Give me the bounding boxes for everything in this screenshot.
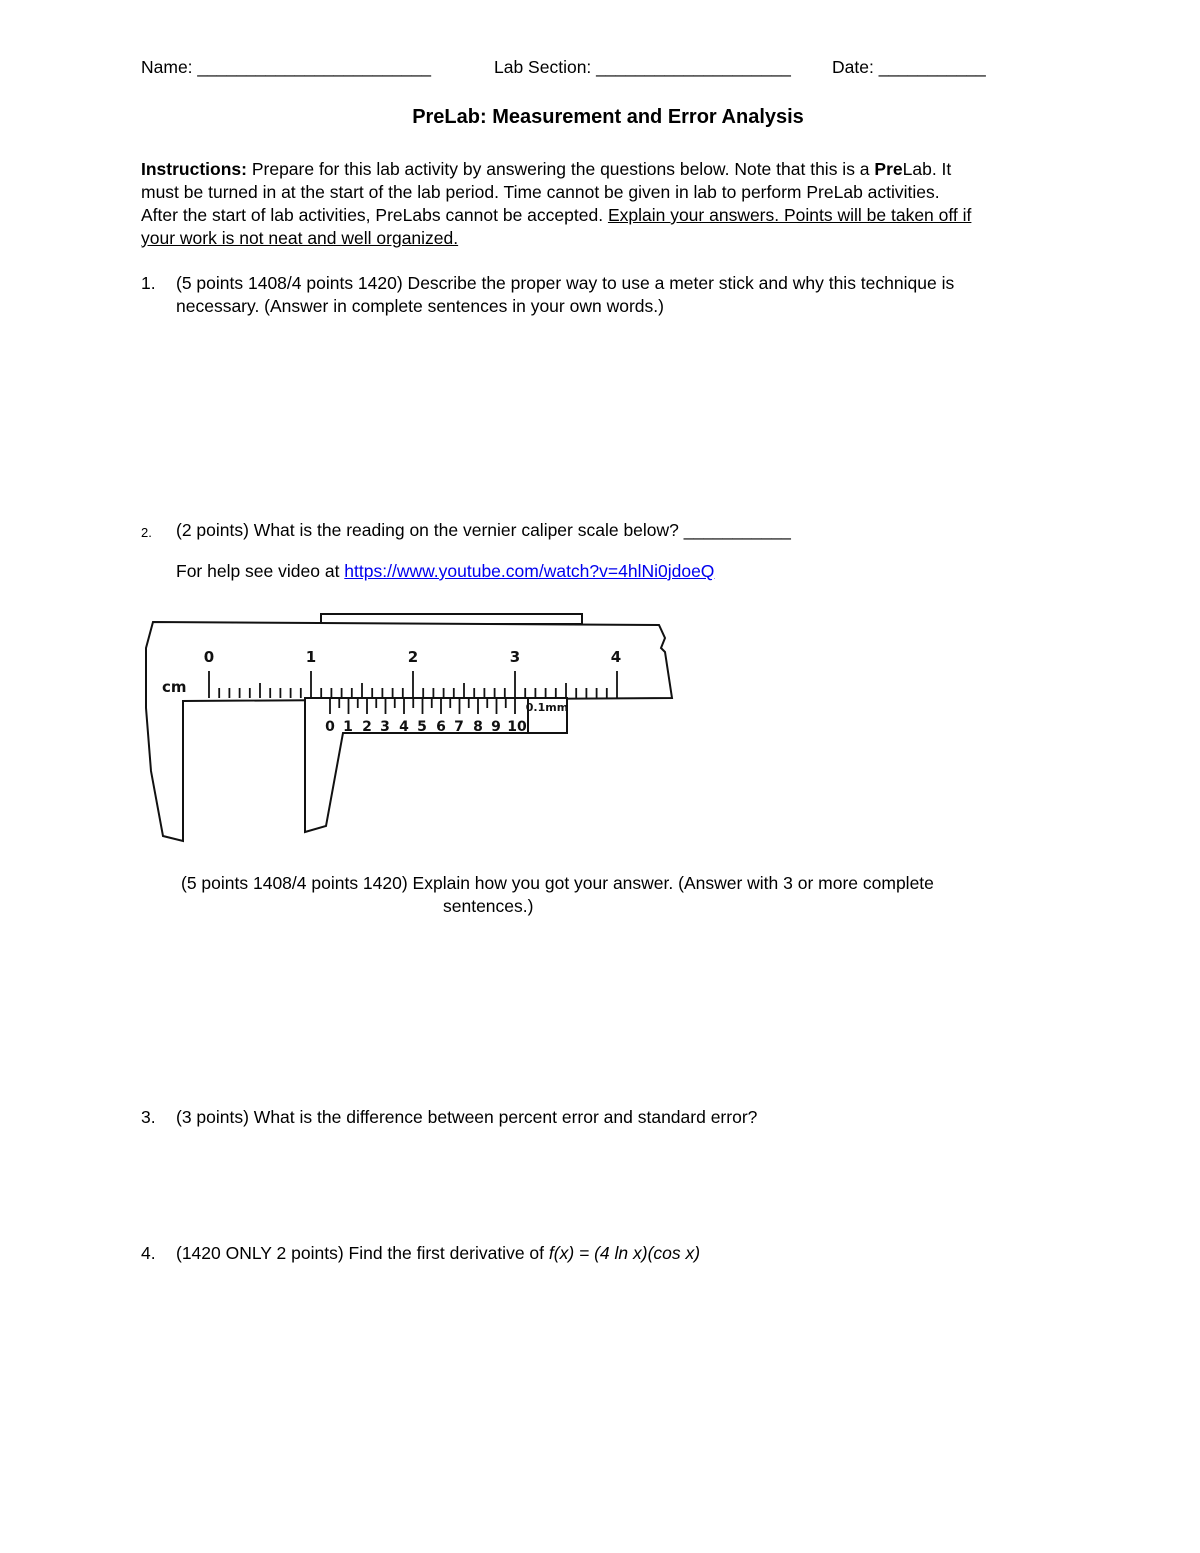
instructions-line-3 [141, 204, 1101, 227]
instructions-text-1a: Prepare for this lab activity by answering the questions below. Note that this is a [246, 159, 875, 179]
vernier-label-7: 7 [454, 719, 464, 735]
date-field [832, 56, 986, 79]
main-label-3: 3 [509, 648, 521, 666]
vernier-label-3: 3 [380, 719, 390, 735]
q2-help-line [176, 560, 714, 583]
q3-text: (3 points) What is the difference between percent error and standard error? [176, 1107, 758, 1127]
lab-section-field [494, 56, 791, 79]
q2-text-line-1: (2 points) What is the reading on the vernier caliper scale below? ___________ [176, 520, 791, 540]
vernier-label-9: 9 [491, 719, 501, 735]
lab-section-label: Lab Section: [494, 57, 592, 77]
q2-explain-line-1: (5 points 1408/4 points 1420) Explain how you got your answer. (Answer with 3 or more complete [181, 873, 934, 893]
main-label-2: 2 [407, 648, 419, 666]
instructions-line-4 [141, 227, 1101, 250]
main-label-1: 1 [305, 648, 317, 666]
vernier-label-8: 8 [473, 719, 483, 735]
q2-number: 2. [141, 525, 152, 540]
name-label: Name: [141, 57, 193, 77]
instructions-pre-bold: Pre [874, 159, 903, 179]
vernier-label-6: 6 [436, 719, 446, 735]
cm-unit-label: cm [162, 678, 187, 696]
q4-function: f(x) = (4 ln x)(cos x) [548, 1243, 701, 1263]
q1-text-line-1: (5 points 1408/4 points 1420) Describe the proper way to use a meter stick and why this technique is [176, 273, 955, 293]
vernier-label-2: 2 [362, 719, 372, 735]
vernier-label-0: 0 [325, 719, 335, 735]
q4-text [176, 1242, 700, 1265]
main-label-4: 4 [610, 648, 622, 666]
lab-section-blank[interactable]: ____________________ [596, 57, 791, 77]
name-field [141, 56, 431, 79]
date-blank[interactable]: ___________ [878, 57, 986, 77]
q4-prompt: (1420 ONLY 2 points) Find the first derivative of [176, 1243, 549, 1263]
video-link[interactable]: https://www.youtube.com/watch?v=4hlNi0jdoeQ [344, 561, 715, 581]
instructions-line-2: must be turned in at the start of the lab period. Time cannot be given in lab to perform PreLab activities. [141, 182, 940, 202]
main-label-0: 0 [203, 648, 215, 666]
vernier-label-4: 4 [399, 719, 409, 735]
vernier-label-10: 10 [507, 719, 527, 735]
name-blank[interactable]: ________________________ [197, 57, 432, 77]
q1-text-line-2: necessary. (Answer in complete sentences in your own words.) [176, 296, 664, 316]
q2-help-prefix: For help see video at [176, 561, 345, 581]
page-title: PreLab: Measurement and Error Analysis [412, 106, 804, 128]
instructions-underlined-3: Explain your answers. Points will be taken off if [607, 205, 972, 225]
instructions-text-1b: Lab. It [902, 159, 952, 179]
vernier-caliper-diagram [138, 608, 678, 852]
instructions-lead: Instructions: [141, 159, 247, 179]
vernier-label-1: 1 [343, 719, 353, 735]
instructions-line-1 [141, 158, 1101, 181]
vernier-unit-label: 0.1mm [525, 701, 569, 714]
date-label: Date: [832, 57, 874, 77]
q2-explain-line-2: sentences.) [443, 896, 534, 916]
instructions-underlined-4: your work is not neat and well organized. [141, 228, 459, 248]
instructions-text-3a: After the start of lab activities, PreLabs cannot be accepted. [141, 205, 608, 225]
q4-number: 4. [141, 1243, 156, 1263]
vernier-label-5: 5 [417, 719, 427, 735]
q1-number: 1. [141, 273, 156, 293]
q3-number: 3. [141, 1107, 156, 1127]
